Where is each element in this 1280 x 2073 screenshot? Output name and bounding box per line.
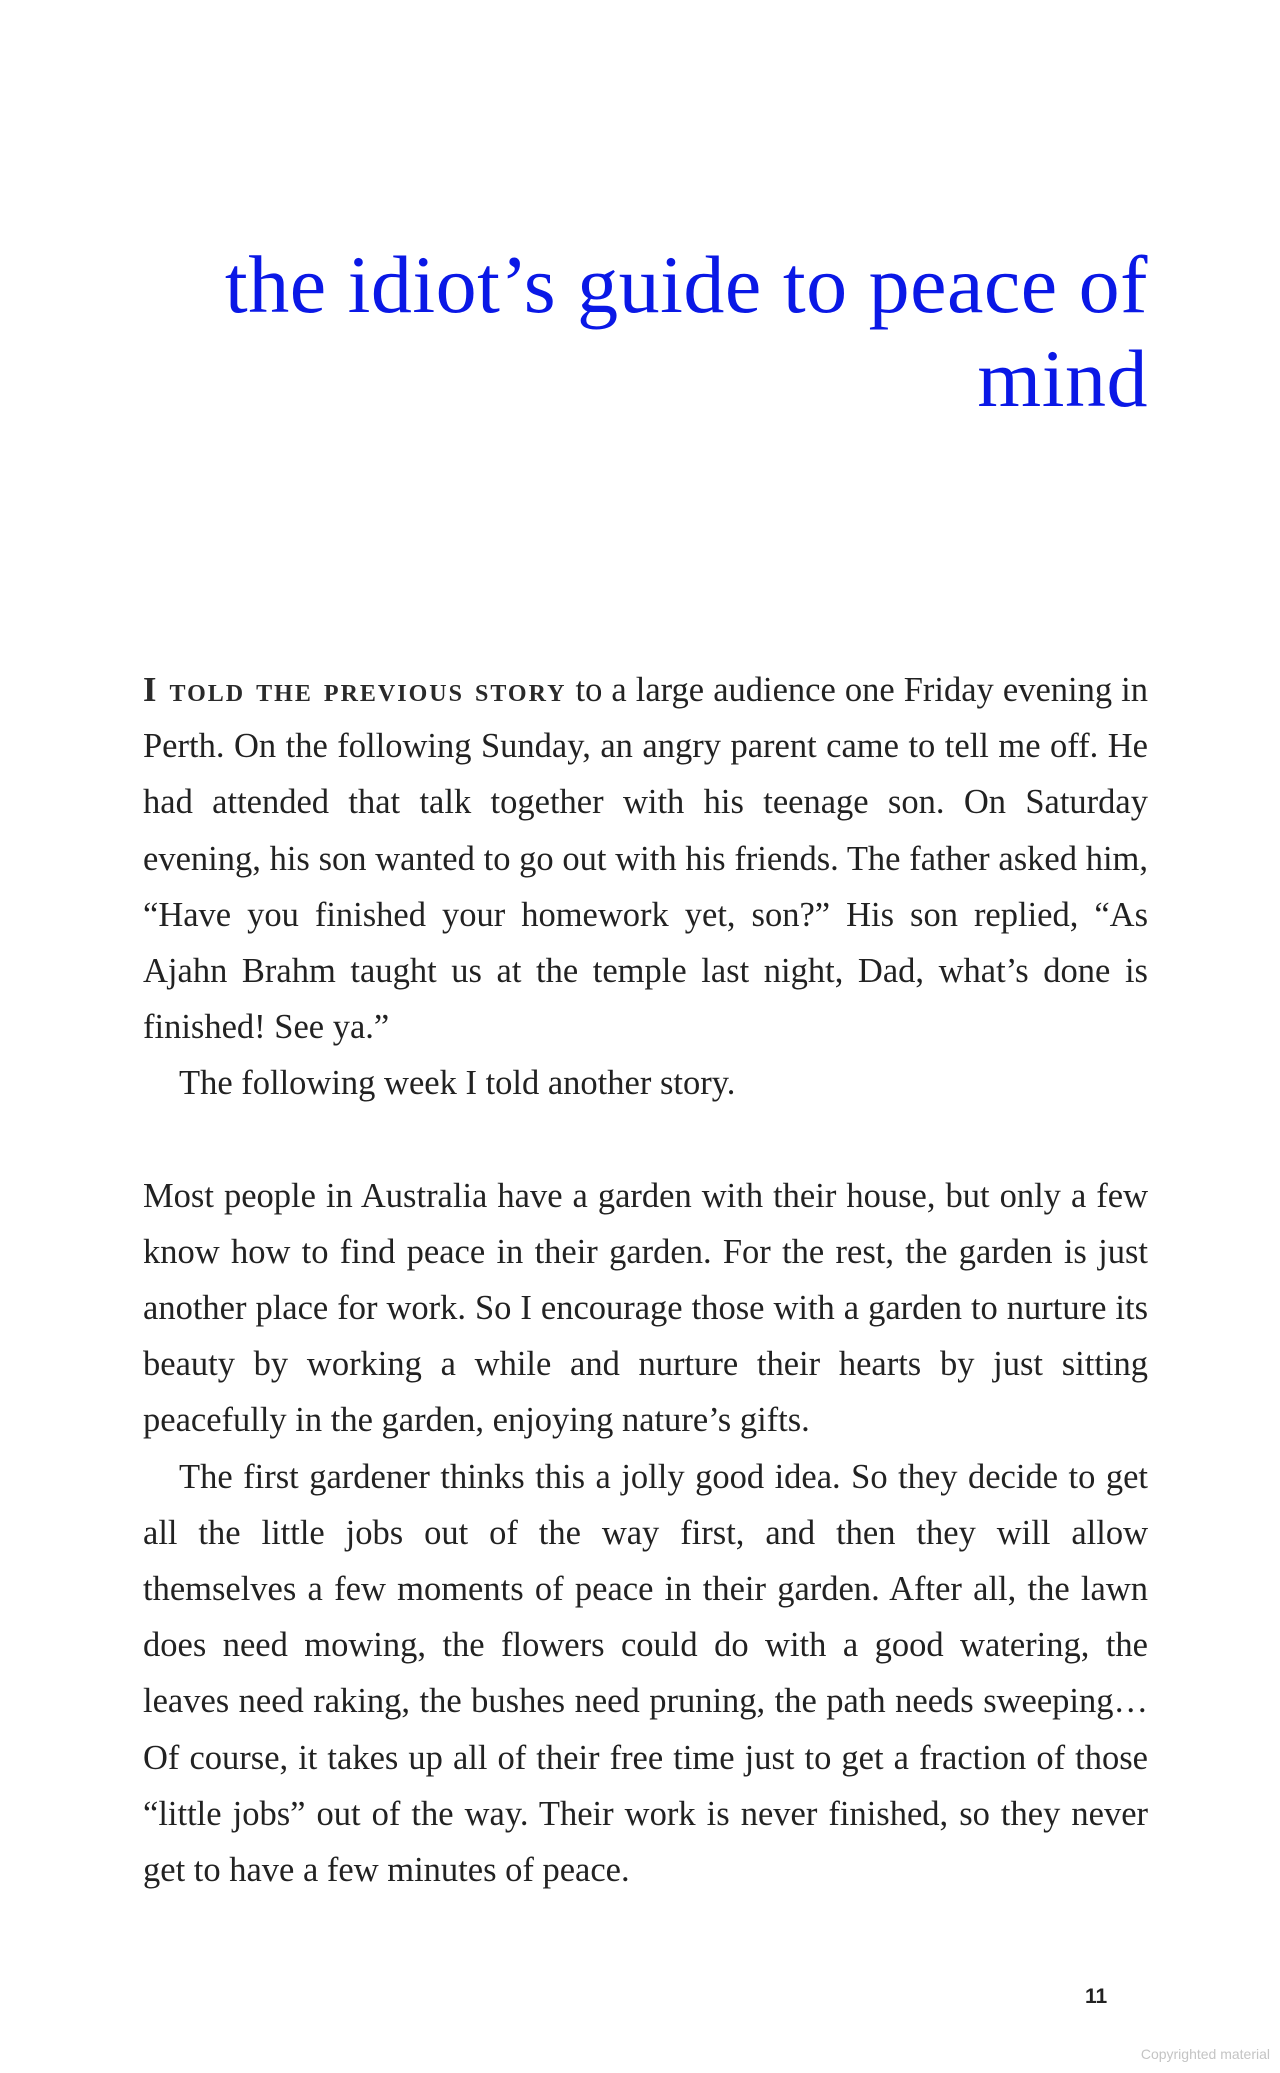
- paragraph-4: The first gardener thinks this a jolly good idea. So they decide to get all the little jobs out of the way first, and then they will allow themselves a few moments of peace in their garden. After all, the lawn does need mowing, the flowers could do with a good watering, the leaves need raking, the bushes need pruning, the path needs sweeping… Of course, it takes up all of their free time just to get a fraction of those “little jobs” out of the way. Their work is never finished, so they never get to have a few minutes of peace.: [143, 1457, 1148, 1890]
- paragraph-1-text: to a large audience one Friday evening in Perth. On the following Sunday, an angry parent came to tell me off. He had attended that talk together with his teenage son. On Saturday evening, his son wanted to go out with his friends. The father asked him, “Have you finished your homework yet, son?” His son replied, “As Ajahn Brahm taught us at the temple last night, Dad, what’s done is finished! See ya.”: [143, 671, 1148, 1047]
- paragraph-1: [143, 662, 1148, 1055]
- page-number: 11: [1085, 1985, 1108, 2008]
- paragraph-3: Most people in Australia have a garden with their house, but only a few know how to find peace in their garden. For the rest, the garden is just another place for work. So I encourage those with a garden to nurture its beauty by working a while and nurture their hearts by just sitting peacefully in the garden, enjoying nature’s gifts.: [143, 1176, 1148, 1440]
- copyright-watermark: Copyrighted material: [1140, 2046, 1270, 2062]
- chapter-title: the idiot’s guide to peace of mind: [224, 239, 1148, 424]
- opening-smallcaps: I told the previous story: [143, 671, 567, 709]
- paragraph-2: The following week I told another story.: [179, 1064, 736, 1103]
- chapter-body: [143, 662, 1148, 1898]
